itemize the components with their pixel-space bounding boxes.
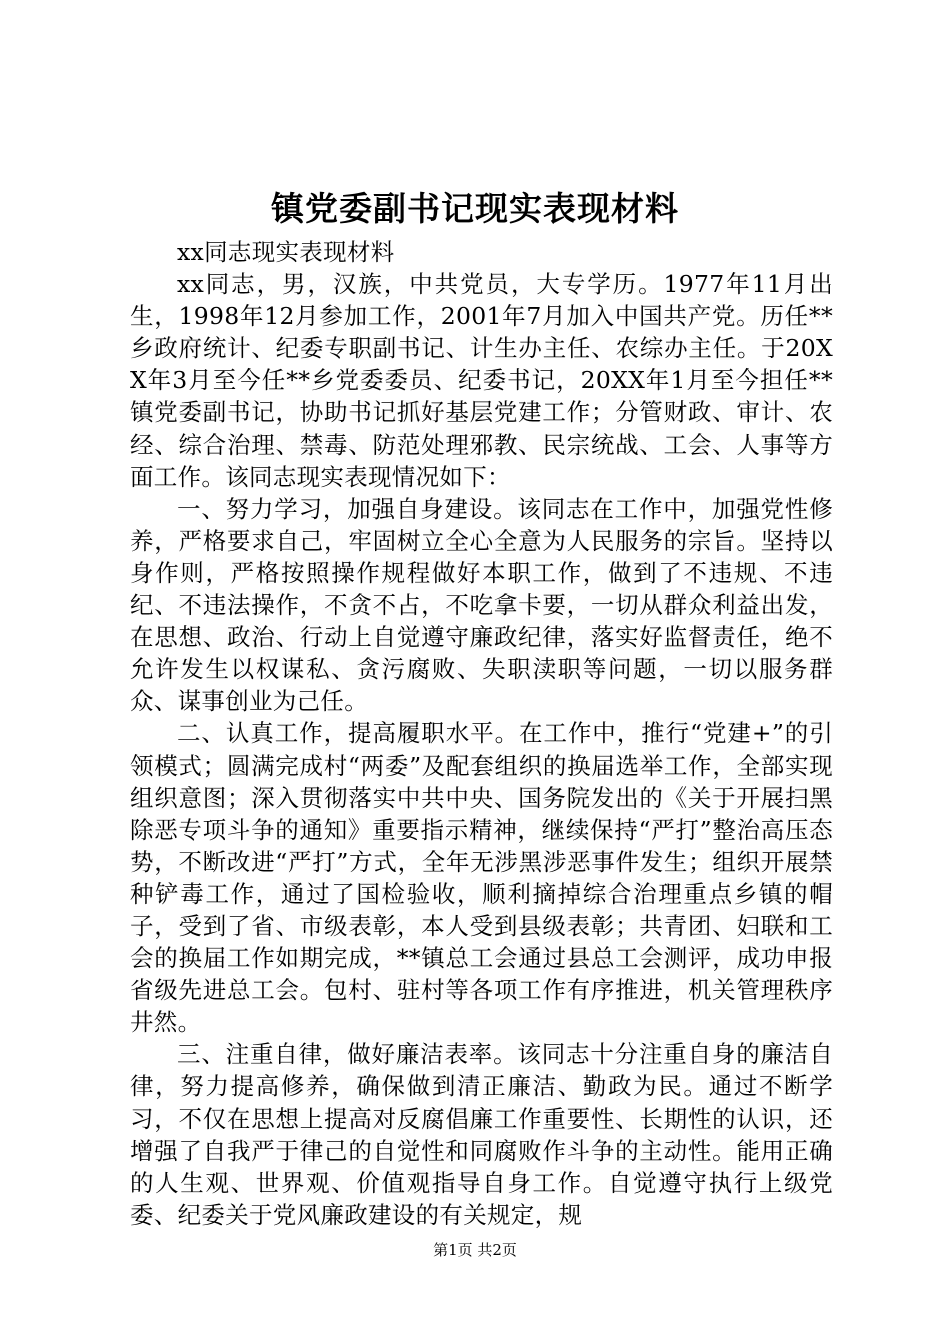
paragraph-profile: xx同志，男，汉族，中共党员，大专学历。1977年11月出生，1998年12月参加工作，2001年7月加入中国共产党。历任**乡政府统计、纪委专职副书记、计生办主任、农综办主任。于20XX年3月至今任**乡党委委员、纪委书记，20XX年1月至今担任**镇党委副书记，协助书记抓好基层党建工作；分管财政、审计、农经、综合治理、禁毒、防范处理邪教、民宗统战、工会、人事等方面工作。该同志现实表现情况如下： [130, 270, 833, 491]
page-footer: 第1页 共2页 [433, 1241, 517, 1259]
paragraph-section-3: 三、注重自律，做好廉洁表率。该同志十分注重自身的廉洁自律，努力提高修养，确保做到清正廉洁、勤政为民。通过不断学习，不仅在思想上提高对反腐倡廉工作重要性、长期性的认识，还增强了自我严于律己的自觉性和同腐败作斗争的主动性。能用正确的人生观、世界观、价值观指导自身工作。自觉遵守执行上级党委、纪委关于党风廉政建设的有关规定，规 [130, 1040, 833, 1229]
paragraph-subtitle: xx同志现实表现材料 [177, 238, 395, 266]
document-body [130, 236, 833, 1231]
paragraph-section-1: 一、努力学习，加强自身建设。该同志在工作中，加强党性修养，严格要求自己，牢固树立全心全意为人民服务的宗旨。坚持以身作则，严格按照操作规程做好本职工作，做到了不违规、不违纪、不违法操作，不贪不占，不吃拿卡要，一切从群众利益出发，在思想、政治、行动上自觉遵守廉政纪律，落实好监督责任，绝不允许发生以权谋私、贪污腐败、失职渎职等问题，一切以服务群众、谋事创业为己任。 [130, 494, 833, 716]
document-title: 镇党委副书记现实表现材料 [271, 189, 679, 228]
paragraph-section-2: 二、认真工作，提高履职水平。在工作中，推行“党建+”的引领模式；圆满完成村“两委”及配套组织的换届选举工作，全部实现组织意图；深入贯彻落实中共中央、国务院发出的《关于开展扫黑除恶专项斗争的通知》重要指示精神，继续保持“严打”整治高压态势，不断改进“严打”方式，全年无涉黑涉恶事件发生；组织开展禁种铲毒工作，通过了国检验收，顺利摘掉综合治理重点乡镇的帽子，受到了省、市级表彰，本人受到县级表彰；共青团、妇联和工会的换届工作如期完成，**镇总工会通过县总工会测评，成功申报省级先进总工会。包村、驻村等各项工作有序推进，机关管理秩序井然。 [130, 719, 833, 1037]
